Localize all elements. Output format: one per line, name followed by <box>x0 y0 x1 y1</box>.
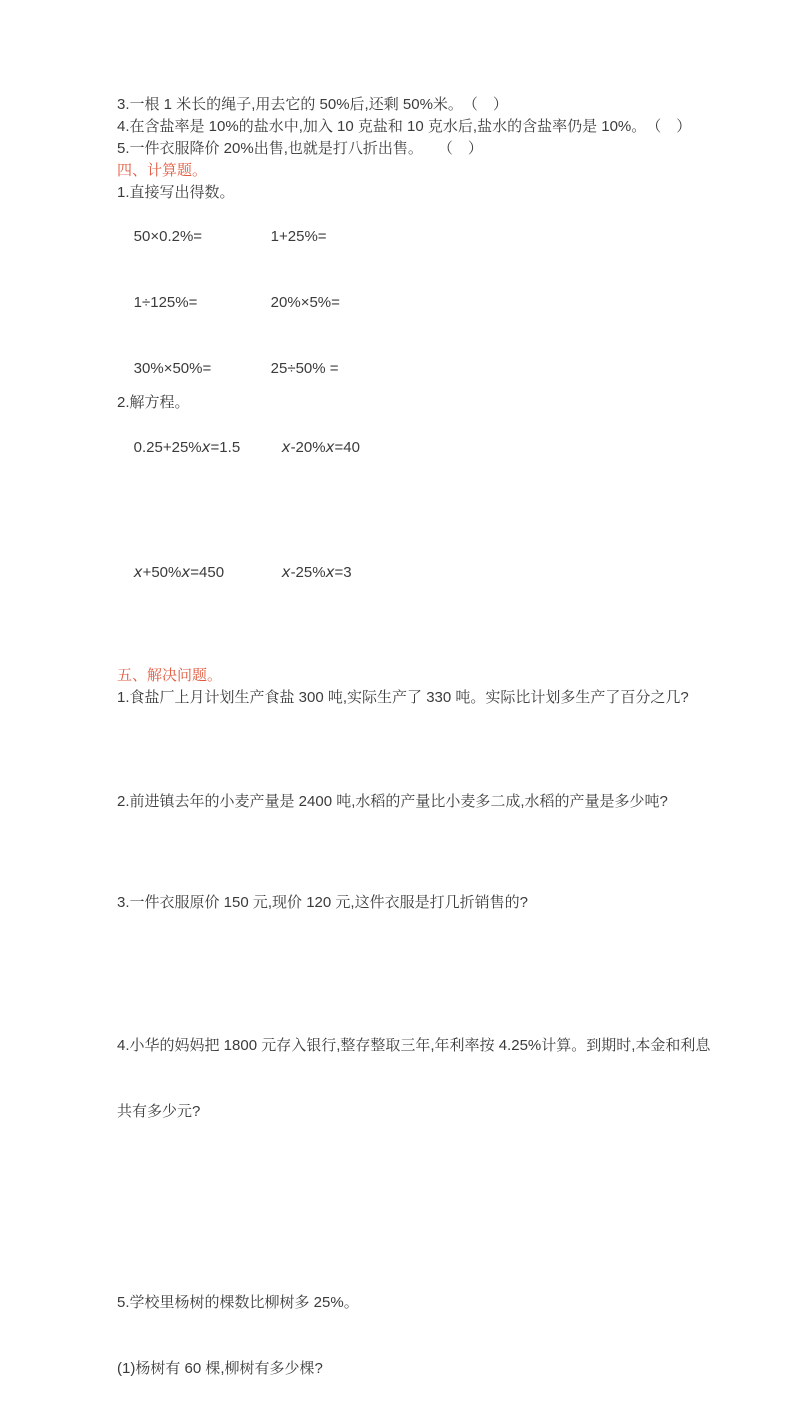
equation-row-1 <box>117 414 723 481</box>
oral-calc-expression: 30%×50%= <box>133 360 212 377</box>
oral-calc-row-1 <box>117 204 723 270</box>
equation: x-20%x=40 <box>281 438 360 456</box>
word-problem-4-line-1: 4.小华的妈妈把 1800 元存入银行,整存整取三年,年利率按 4.25%计算。到期时,本金和利息 <box>117 1037 711 1054</box>
judge-item-4: 4.在含盐率是 10%的盐水中,加入 10 克盐和 10 克水后,盐水的含盐率仍是 10%。 （ ） <box>117 118 692 135</box>
oral-calc-expression: 1÷125%= <box>133 294 198 311</box>
equation-row-2 <box>117 539 723 606</box>
word-problem-5-line-1: 5.学校里杨树的棵数比柳树多 25%。 <box>117 1294 359 1311</box>
oral-calc-expression: 50×0.2%= <box>133 228 203 245</box>
judge-item-3: 3.一根 1 米长的绳子,用去它的 50%后,还剩 50%米。 （ ） <box>117 96 508 113</box>
section-calculation-title: 四、计算题。 <box>117 162 208 179</box>
solve-equations-subtitle: 2.解方程。 <box>117 394 190 411</box>
word-problem-1: 1.食盐厂上月计划生产食盐 300 吨,实际生产了 330 吨。实际比计划多生产了百分之几? <box>117 689 689 706</box>
section-solve-title: 五、解决问题。 <box>117 667 223 684</box>
word-problem-4-line-2: 共有多少元? <box>117 1103 201 1120</box>
equation: x+50%x=450 <box>133 563 225 581</box>
word-problem-4 <box>117 991 723 1167</box>
equation: 0.25+25%x=1.5 <box>133 438 241 456</box>
word-problem-5 <box>117 1248 723 1424</box>
oral-calculation-subtitle: 1.直接写出得数。 <box>117 184 235 201</box>
oral-calc-expression: 20%×5%= <box>270 294 340 311</box>
oral-calc-expression: 1+25%= <box>270 228 327 245</box>
oral-calc-row-2 <box>117 270 723 336</box>
word-problem-3: 3.一件衣服原价 150 元,现价 120 元,这件衣服是打几折销售的? <box>117 894 528 911</box>
oral-calc-expression: 25÷50% = <box>270 360 339 377</box>
word-problem-5-sub-question-1: (1)杨树有 60 棵,柳树有多少棵? <box>117 1360 323 1377</box>
judge-item-5: 5.一件衣服降价 20%出售,也就是打八折出售。 （ ） <box>117 140 483 157</box>
equation: x-25%x=3 <box>281 563 352 581</box>
word-problem-2: 2.前进镇去年的小麦产量是 2400 吨,水稻的产量比小麦多二成,水稻的产量是多少吨? <box>117 793 668 810</box>
